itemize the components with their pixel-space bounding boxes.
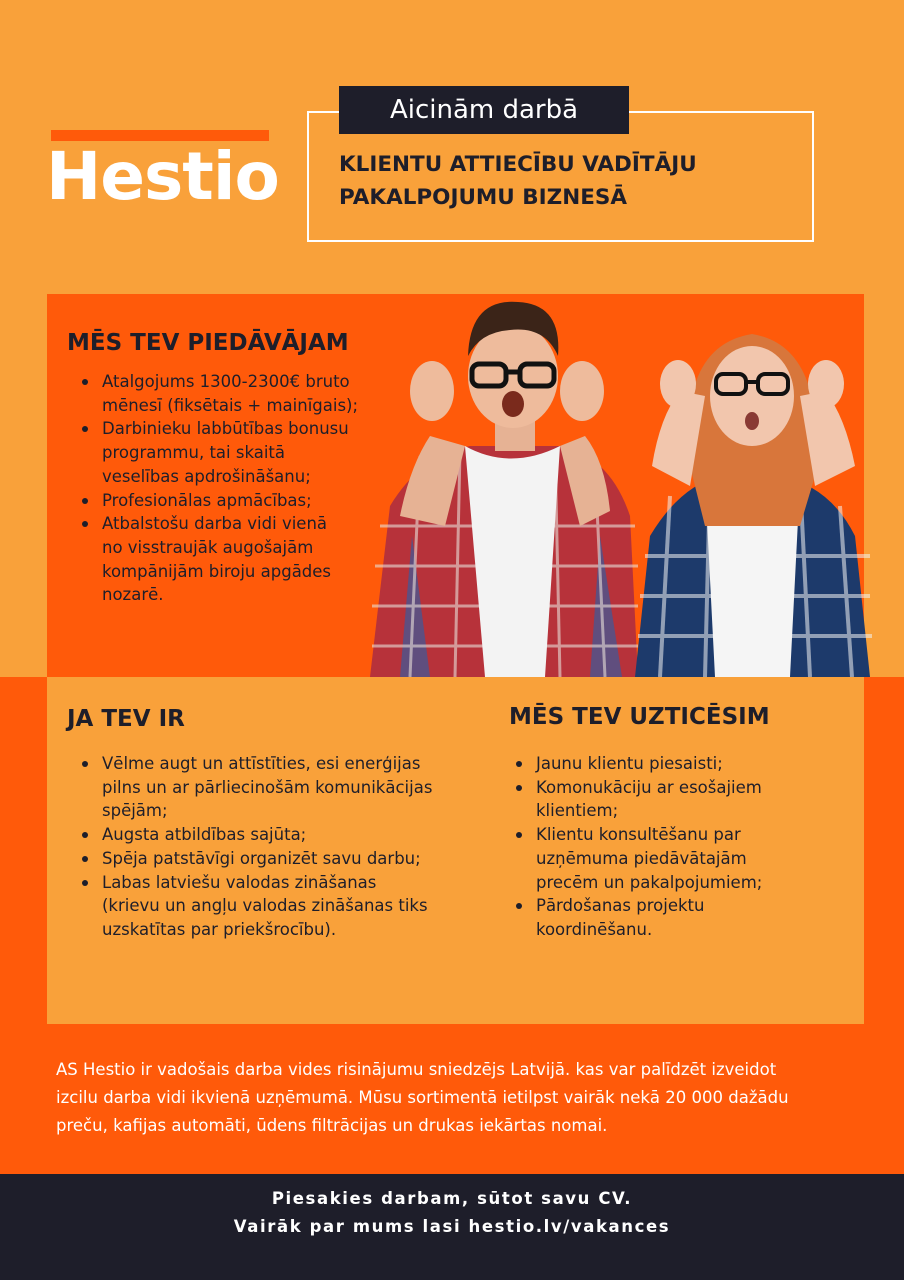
list-item: Klientu konsultēšanu par uzņēmuma piedāvātajām precēm un pakalpojumiem; <box>512 823 842 894</box>
list-item: Atbalstošu darba vidi vienā no visstraujāk augošajām kompānijām biroju apgādes nozarē. <box>78 512 398 607</box>
list-item: Labas latviešu valodas zināšanas (krievu un angļu valodas zināšanas tiks uzskatītas par priekšrocību). <box>78 871 498 942</box>
list-item: Atalgojums 1300-2300€ bruto mēnesī (fiksētais + mainīgais); <box>78 370 398 417</box>
requirements-list <box>78 752 498 942</box>
company-description <box>56 1056 871 1140</box>
people-illustration <box>360 286 904 677</box>
list-item: Jaunu klientu piesaisti; <box>512 752 842 776</box>
list-item: Spēja patstāvīgi organizēt savu darbu; <box>78 847 498 871</box>
job-title <box>339 148 809 214</box>
list-item: Augsta atbildības sajūta; <box>78 823 498 847</box>
list-item: Vēlme augt un attīstīties, esi enerģijas pilns un ar pārliecinošām komunikācijas spējām; <box>78 752 498 823</box>
list-item: Darbinieku labbūtības bonusu programmu, tai skaitā veselības apdrošināšanu; <box>78 417 398 488</box>
brand-logo: Hestio <box>46 138 279 215</box>
job-title-line: PAKALPOJUMU BIZNESĀ <box>339 185 628 210</box>
list-item: Komonukāciju ar esošajiem klientiem; <box>512 776 842 823</box>
description-line: AS Hestio ir vadošais darba vides risinājumu sniedzējs Latvijā. kas var palīdzēt izveidot <box>56 1060 777 1079</box>
tasks-list <box>512 752 842 942</box>
description-line: preču, kafijas automāti, ūdens filtrācijas un drukas iekārtas nomai. <box>56 1116 608 1135</box>
tasks-heading: MĒS TEV UZTICĒSIM <box>509 704 770 730</box>
job-title-line: KLIENTU ATTIECĪBU VADĪTĀJU <box>339 152 697 177</box>
offer-list <box>78 370 398 607</box>
invite-tag: Aicinām darbā <box>339 86 629 134</box>
list-item: Pārdošanas projektu koordinēšanu. <box>512 894 842 941</box>
list-item: Profesionālas apmācības; <box>78 489 398 513</box>
description-line: izcilu darba vidi ikvienā uzņēmumā. Mūsu sortimentā ietilpst vairāk nekā 20 000 dažādu <box>56 1088 789 1107</box>
man-figure <box>370 302 638 677</box>
woman-figure <box>635 334 872 677</box>
footer-link-text: Vairāk par mums lasi hestio.lv/vakances <box>233 1217 671 1236</box>
offer-heading: MĒS TEV PIEDĀVĀJAM <box>67 330 349 356</box>
footer-apply-text: Piesakies darbam, sūtot savu CV. <box>271 1189 633 1208</box>
requirements-heading: JA TEV IR <box>67 706 185 732</box>
people-photo <box>360 286 904 677</box>
